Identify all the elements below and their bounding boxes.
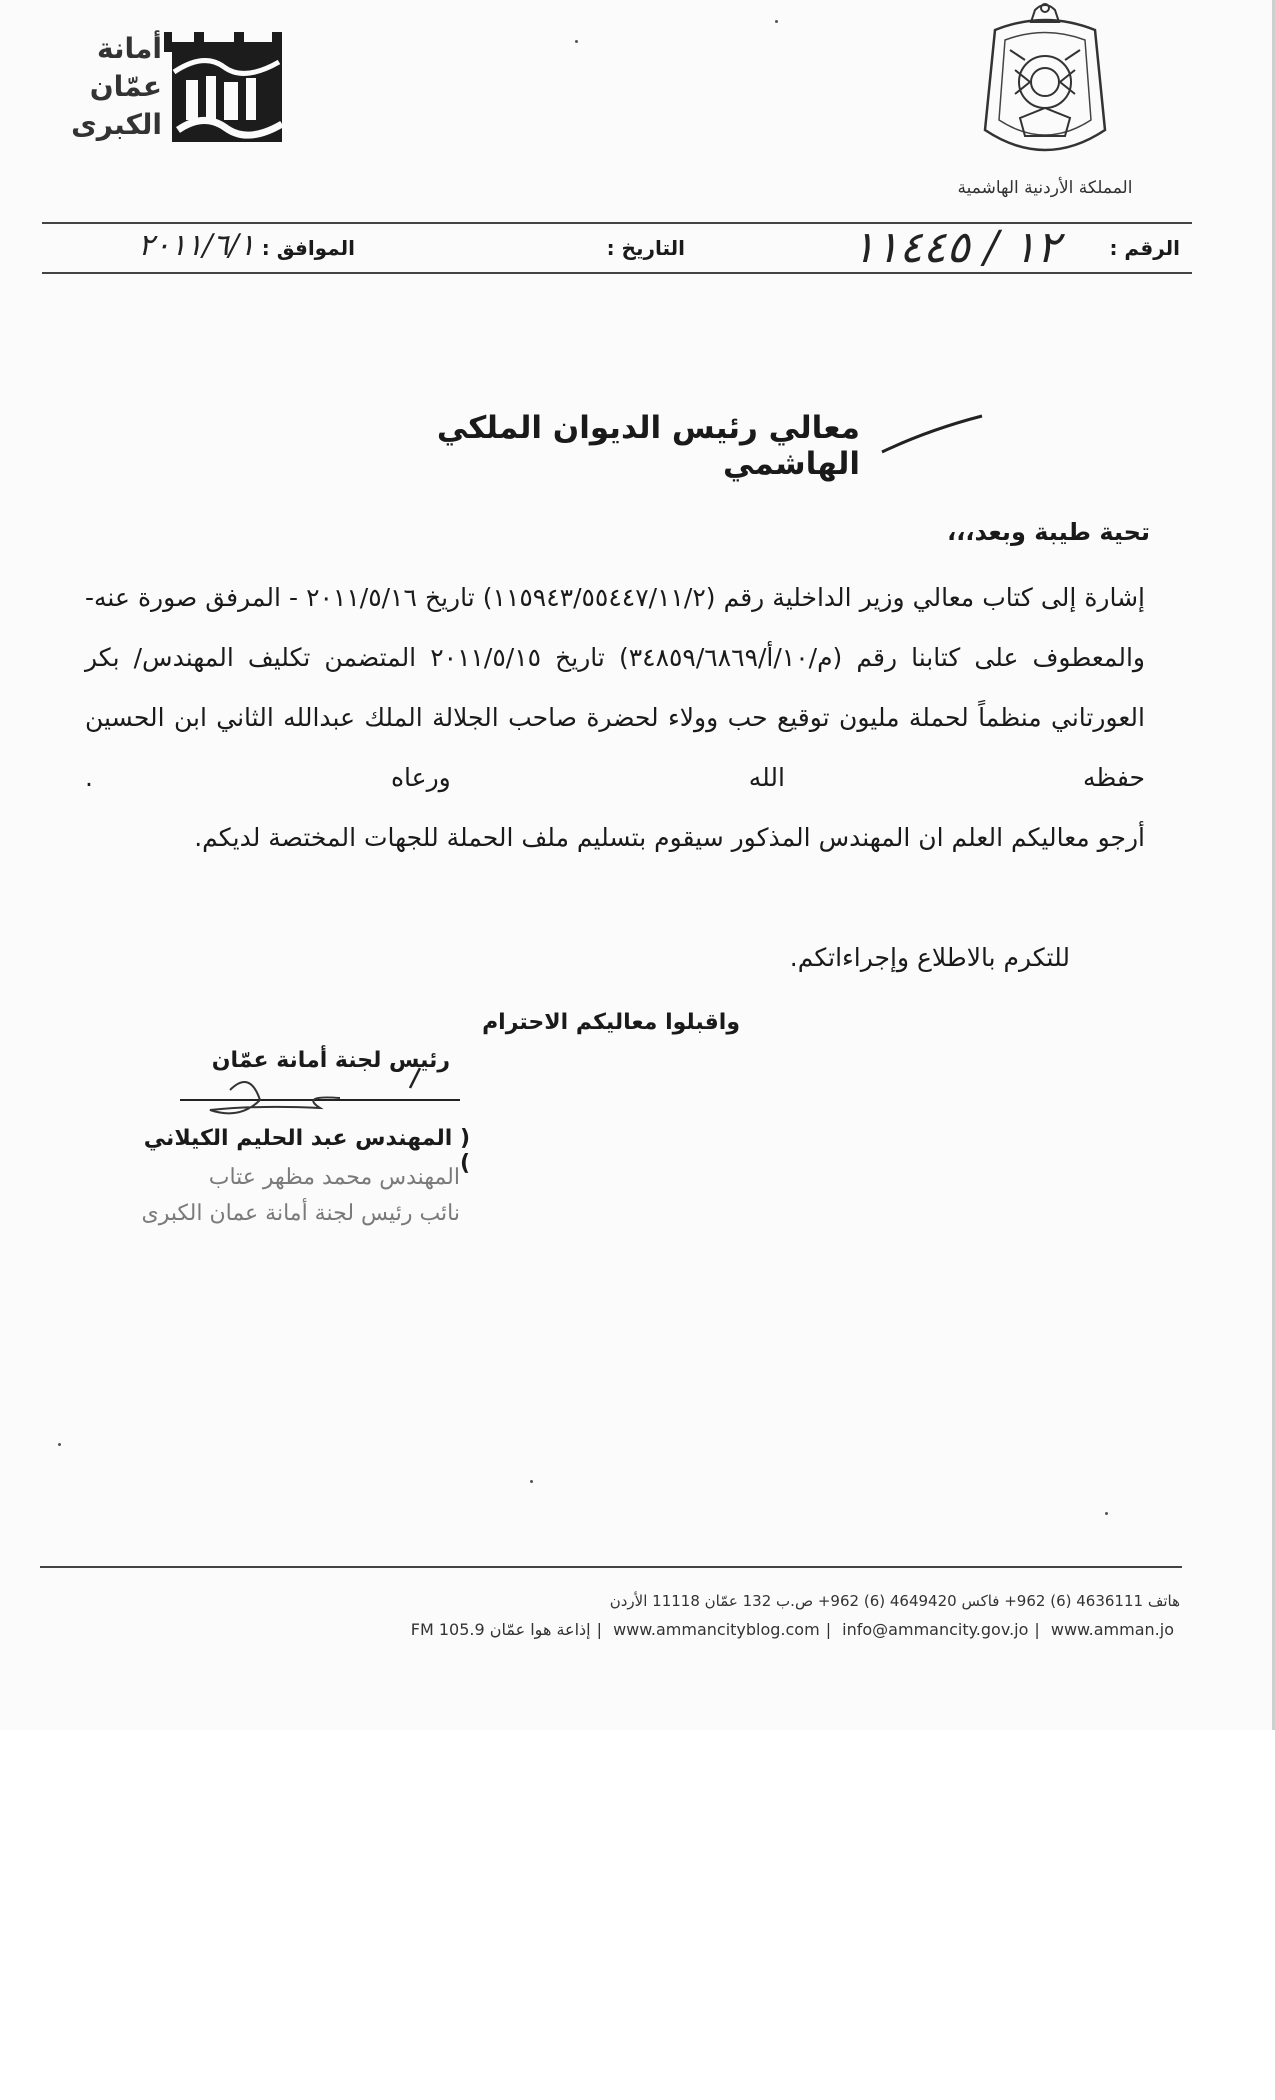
crest-caption: المملكة الأردنية الهاشمية — [957, 178, 1133, 198]
scan-speck — [1105, 1512, 1108, 1515]
date-label: التاريخ : — [606, 236, 685, 260]
signature-title: رئيس لجنة أمانة عمّان — [211, 1048, 450, 1073]
logo-word-1: أمانة — [97, 32, 162, 65]
scan-speck — [58, 1443, 61, 1446]
footer-radio: FM 105.9 إذاعة هوا عمّان — [410, 1620, 591, 1639]
deputy-stamp — [140, 1160, 460, 1232]
greeting: تحية طيبة وبعد،،، — [947, 518, 1150, 546]
handwritten-signature — [170, 1060, 470, 1130]
body-paragraph-3: للتكرم بالاطلاع وإجراءاتكم. — [789, 943, 1070, 972]
footer-website-link[interactable]: www.amman.jo — [1050, 1620, 1174, 1639]
ref-label: الرقم : — [1109, 236, 1180, 260]
signatory-name: ( المهندس عبد الحليم الكيلاني ) — [143, 1126, 470, 1176]
jordan-crest — [955, 0, 1135, 215]
logo-word-3: الكبرى — [71, 108, 162, 141]
corresponding-label: الموافق : — [261, 236, 355, 260]
stamp-line-2: نائب رئيس لجنة أمانة عمان الكبرى — [141, 1201, 460, 1226]
logo-word-2: عمّان — [89, 70, 162, 103]
scan-speck — [775, 20, 778, 23]
footer-contact: هاتف 4636111 (6) 962+ فاكس 4649420 (6) 962+ ص.ب 132 عمّان 11118 الأردن — [609, 1592, 1180, 1610]
amman-citadel-icon — [164, 32, 289, 150]
footer-blog-link[interactable]: www.ammancityblog.com — [613, 1620, 820, 1639]
coat-of-arms-icon — [955, 0, 1135, 180]
corresponding-date-handwritten: ٢٠١١/٦/١ — [138, 228, 255, 263]
amman-logo-text — [52, 30, 162, 144]
body-paragraph-1: إشارة إلى كتاب معالي وزير الداخلية رقم (١١٥٩٤٣/٥٥٤٤٧/١١/٢) تاريخ ٢٠١١/٥/١٦ - المرفق صورة عنه- والمعطوف على كتابنا رقم (م/١٠/أ/٣٤٨٥٩/٦٨٦٩) تاريخ ٢٠١١/٥/١٥ المتضمن تكليف المهندس/ بكر العورتاني منظماً لحملة مليون توقيع حب وولاء لحضرة صاحب الجلالة الملك عبدالله الثاني ابن الحسين حفظه الله ورعاه . — [85, 583, 1145, 792]
stamp-line-1: المهندس محمد مظهر عتاب — [208, 1165, 460, 1190]
closing-phrase: واقبلوا معاليكم الاحترام — [482, 1010, 740, 1035]
ref-number-handwritten: ١٢ / ١١٤٤٥ — [851, 222, 1060, 273]
scan-speck — [575, 40, 578, 43]
footer-links: FM 105.9 إذاعة هوا عمّان | www.ammancityblog.com | info@ammancity.gov.jo | www.amman.jo — [410, 1620, 1174, 1639]
underline-stroke-icon — [878, 410, 988, 460]
addressee: معالي رئيس الديوان الملكي الهاشمي — [436, 410, 860, 482]
body-paragraph-2: أرجو معاليكم العلم ان المهندس المذكور سيقوم بتسليم ملف الحملة للجهات المختصة لديكم. — [194, 823, 1145, 852]
amman-logo — [52, 30, 292, 150]
header-rule-bottom — [42, 272, 1192, 274]
footer-email-link[interactable]: info@ammancity.gov.jo — [842, 1620, 1029, 1639]
footer-rule — [40, 1566, 1182, 1568]
scan-speck — [530, 1480, 533, 1483]
